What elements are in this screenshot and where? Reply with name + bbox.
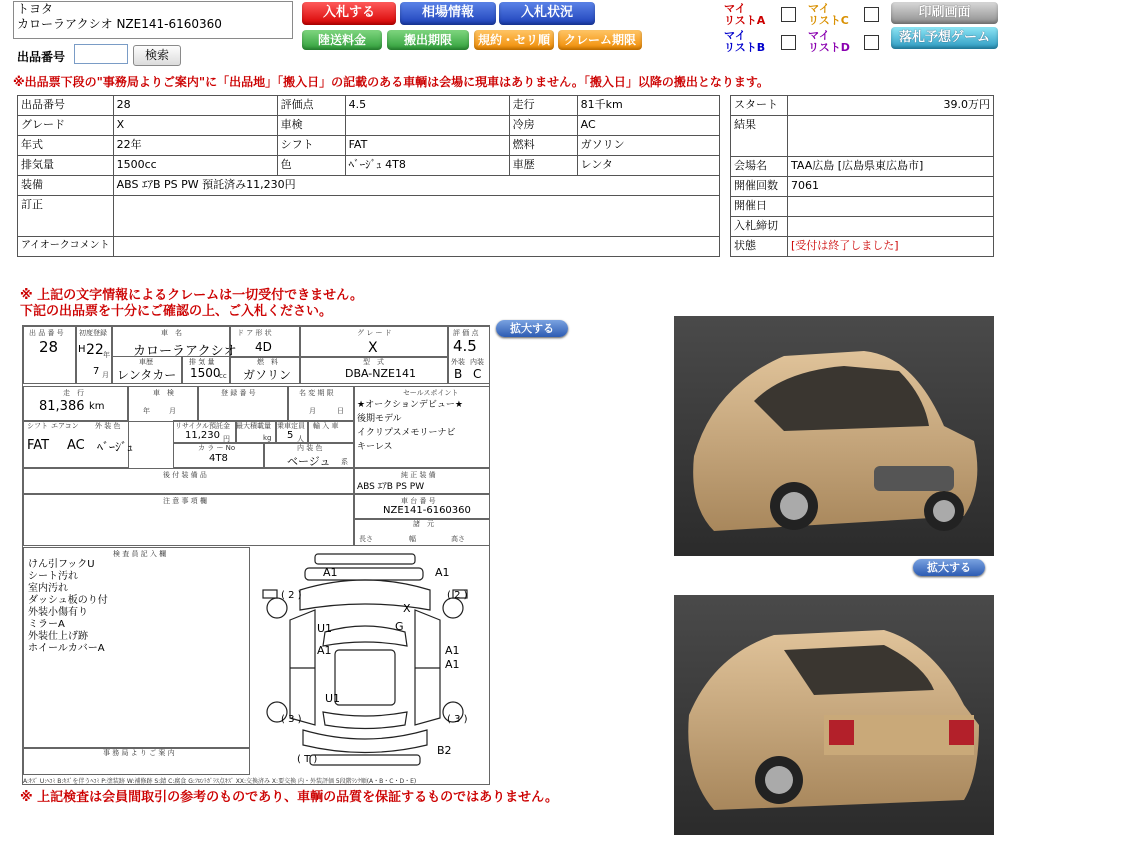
correction-label: 訂正 [18,196,114,237]
inspection-label: 車検 [277,116,345,136]
lot-number-label: 出品番号 [17,50,66,64]
front-grille-outline [315,554,415,564]
sheet-intcolor: ベージュ [287,455,331,468]
mark-a1-left: A1 [317,644,332,657]
sheet-sales-item: ★オークションデビュー★ [357,400,463,410]
sheet-ac-header: エアコン [51,422,79,430]
sheet-inspector-note: ダッシュ板のり付 [28,595,108,606]
history-label: 車歴 [509,156,577,176]
my-list-a-label: マイ リストA [724,2,766,27]
car-photo-rear-image [674,595,994,835]
my-list-d-label: マイ リストD [808,29,850,54]
sheet-int-grade: C [473,367,482,381]
sheet-name-header: 車 名 [161,329,182,337]
sheet-disp: 1500 [190,366,221,380]
sheet-disp-header: 排 気 量 [189,358,215,366]
shift-label: シフト [277,136,345,156]
sheet-lot-value: 28 [39,338,59,356]
status-label: 状態 [731,237,788,257]
mileage-value: 81千km [577,96,719,116]
car-photo-rear[interactable] [674,595,994,835]
sheet-grade-header: グ レ ー ド [357,329,392,337]
carry-out-deadline-button[interactable]: 搬出期限 [387,30,469,50]
result-value [788,116,994,157]
sheet-inspector-note: ホイールカバーA [28,643,105,654]
deadline-value [788,217,994,237]
sheet-fuel-header: 燃 料 [257,358,278,366]
sheet-legend: A:ｷｽﾞ U:ﾍｺﾐ B:ｷｽﾞを伴うﾍｺﾐ P:塗装跡 W:補修跡 S:錆 C:腐食 G:ﾌﾛﾝﾄｶﾞﾗｽ点ｷｽﾞ XX:交換済み X:要交換 内・外装評価 5段階ﾗﾝｸ順(A・B・C・D・E) [23,778,417,785]
my-list-a-checkbox[interactable] [781,7,796,22]
sheet-inspector-note: 室内汚れ [28,583,68,594]
my-list-b-label: マイ リストB [724,29,766,54]
sheet-shift-header: シフト [27,422,48,430]
equipment-label: 装備 [18,176,114,196]
notice-location: ※出品票下段の"事務局よりご案内"に「出品地」「搬入日」の記載のある車輌は会場に現車はありません。「搬入日」以降の搬出となります。 [13,75,769,89]
mark-a1-right-2: A1 [445,658,460,671]
sheet-inspector-note: けん引フックU [28,559,95,570]
sheet-after-header: 後 付 装 備 品 [163,471,207,479]
market-info-button[interactable]: 相場情報 [400,2,496,25]
sheet-lot-header: 出 品 番 号 [29,329,64,337]
notice-inspection: ※ 上記検査は会員間取引の参考のものであり、車輌の品質を保証するものではありません。 [20,790,558,805]
sheet-office-header: 事 務 局 よ り ご 案 内 [103,749,175,757]
sheet-genuine: ABS ｴｱB PS PW [357,482,425,492]
sheet-dims-header: 諸 元 [413,520,434,528]
sheet-mileage-header: 走 行 [63,389,84,397]
rules-button[interactable]: 規約・セリ順 [474,30,554,50]
sheet-regnum-header: 登 録 番 号 [221,389,256,397]
mark-3-right: ( 3 ) [447,714,468,725]
sheet-colorno: 4T8 [209,453,228,464]
sheet-score: 4.5 [453,337,477,355]
inspection-value [345,116,509,136]
grade-value: X [113,116,277,136]
aircon-value: AC [577,116,719,136]
model-line: カローラアクシオ NZE141-6160360 [17,17,222,31]
sheet-month-unit: 月 [102,371,109,379]
lot-number-input[interactable] [74,44,128,64]
sheet-inspect-header: 車 検 [153,389,174,397]
trunk-outline [303,730,427,753]
lot-no-label: 出品番号 [18,96,114,116]
vehicle-title-box [13,1,293,39]
mark-u1-body: U1 [325,692,341,705]
rear-window-outline [323,712,407,729]
sheet-notes-header: 注 意 事 項 欄 [163,497,207,505]
date-value [788,197,994,217]
sheet-color-header: 外 装 色 [95,422,121,430]
sheet-ext-header: 外装 [451,358,465,366]
print-screen-button[interactable]: 印刷画面 [891,2,998,24]
mark-a1-front-right: A1 [435,566,450,579]
roof-outline [335,650,395,705]
rear-bumper-outline [310,755,420,765]
sheet-mileage: 81,386 [39,399,85,414]
sheet-capacity-unit: 人 [297,435,304,443]
sheet-recycle-header: リサイクル預託金 [175,422,231,430]
sheet-mileage-unit: km [89,401,105,412]
sheet-ext-grade: B [454,367,463,381]
sheet-capacity-header: 乗車定員 [277,422,305,430]
comment-value [113,237,719,257]
zoom-photo-button[interactable]: 拡大する [913,559,985,576]
sheet-sales-list [357,398,463,454]
session-value: 7061 [788,177,994,197]
score-label: 評価点 [277,96,345,116]
sheet-color: ﾍﾞｰｼﾞｭ [97,440,134,454]
mark-b2: B2 [437,744,452,757]
mark-a1-right-1: A1 [445,644,460,657]
sheet-sales-item: キーレス [357,442,393,452]
history-value: レンタ [577,156,719,176]
sheet-intcolor-unit: 系 [341,458,348,466]
search-button[interactable]: 検索 [133,45,181,66]
sheet-namechange-day: 日 [337,407,344,415]
mark-2-left: ( 2 ) [281,590,302,601]
sheet-disp-unit: cc [219,372,227,380]
car-photo-front[interactable] [674,316,994,556]
sheet-load-header: 最大積載量 [236,422,271,430]
sheet-inspector-notes [28,559,108,655]
sheet-inspector-header: 検 査 員 記 入 欄 [113,550,167,558]
sheet-recycle: 11,230 [185,430,220,441]
mark-t: ( T ) [297,754,318,765]
sheet-era: H [78,344,86,355]
car-damage-diagram [255,550,485,768]
start-price-value: 39.0万円 [788,96,994,116]
my-list-b-checkbox[interactable] [781,35,796,50]
mirror-left [263,590,277,598]
sheet-type-header: 車歴 [139,358,153,366]
start-price-label: スタート [731,96,788,116]
mark-g: G [395,620,404,633]
sheet-inspect-month: 月 [169,407,176,415]
sheet-door-header: ド ア 形 状 [237,329,272,337]
maker-name: トヨタ [17,2,54,16]
lot-no-value: 28 [113,96,277,116]
sheet-sales-item: 後期モデル [357,414,402,424]
zoom-sheet-button[interactable]: 拡大する [496,320,568,337]
fuel-value: ガソリン [577,136,719,156]
my-list-d-checkbox[interactable] [864,35,879,50]
sheet-inspector-note: 外装仕上げ跡 [28,631,88,642]
sheet-fuel: ガソリン [243,368,292,382]
sheet-inspector-note: ミラーA [28,619,65,630]
fuel-label: 燃料 [509,136,577,156]
sheet-reg-header: 初度登録 [79,329,107,337]
my-list-c-label: マイ リストC [808,2,849,27]
sheet-import-header: 輸 入 車 [313,422,339,430]
sheet-model: DBA-NZE141 [345,367,416,380]
sheet-load-unit: kg [263,434,272,442]
mark-u1-left: U1 [317,622,333,635]
correction-value [113,196,719,237]
auction-table [730,95,994,257]
equipment-value: ABS ｴｱB PS PW 預託済み11,230円 [113,176,719,196]
shift-value: FAT [345,136,509,156]
sheet-shift: FAT [27,438,50,453]
sheet-car-name: カローラアクシオ [133,344,237,359]
sheet-capacity: 5 [287,430,294,441]
mark-3-left: ( 3 ) [281,714,302,725]
sheet-chassis: NZE141-6160360 [383,505,471,516]
sheet-model-header: 型 式 [363,358,384,366]
sheet-door: 4D [255,340,272,354]
bid-status-button[interactable]: 入札状況 [499,2,595,25]
sheet-score-header: 評 価 点 [453,329,479,337]
notice-claim-1: ※ 上記の文字情報によるクレームは一切受付できません。 [20,288,363,303]
year-value: 22年 [113,136,277,156]
color-value: ﾍﾞｰｼﾞｭ 4T8 [345,156,509,176]
sheet-grade: X [368,340,378,356]
color-label: 色 [277,156,345,176]
comment-label: アイオークコメント [18,237,114,257]
sheet-year-unit: 年 [103,351,110,359]
mark-x: X [403,602,411,615]
sheet-namechange-month: 月 [309,407,316,415]
auction-sheet[interactable] [22,325,490,785]
sheet-month: 7 [93,366,100,377]
venue-value: TAA広島 [広島県東広島市] [788,157,994,177]
car-photo-front-image [674,316,994,556]
sheet-intcolor-header: 内 装 色 [297,444,323,452]
spec-table [17,95,720,257]
year-label: 年式 [18,136,114,156]
sheet-genuine-header: 純 正 装 備 [401,471,436,479]
sheet-ac: AC [67,438,85,453]
result-label: 結果 [731,116,788,157]
displacement-value: 1500cc [113,156,277,176]
sheet-chassis-header: 車 台 番 号 [401,497,436,505]
date-label: 開催日 [731,197,788,217]
mark-a1-front-left: A1 [323,566,338,579]
sheet-dims-width: 幅 [409,535,416,543]
sheet-inspector-note: シート汚れ [28,571,78,582]
sheet-inspector-note: 外装小傷有り [28,607,88,618]
sheet-dims-length: 長さ [359,535,373,543]
sheet-int-header: 内装 [470,358,484,366]
status-value: [受付は終了しました] [788,237,994,257]
sheet-sales-item: イクリプスメモリーナビ [357,428,456,438]
mark-2-right: ( 2 ) [447,590,468,601]
sheet-year: 22 [86,342,104,358]
bid-button[interactable]: 入札する [302,2,396,25]
deadline-label: 入札締切 [731,217,788,237]
sheet-dims-height: 高さ [451,535,465,543]
wheel-front-right [443,598,463,618]
venue-label: 会場名 [731,157,788,177]
sheet-namechange-header: 名 変 期 限 [299,389,334,397]
sheet-inspect-year: 年 [143,407,150,415]
sheet-type: レンタカー [117,368,177,382]
session-label: 開催回数 [731,177,788,197]
transport-fee-button[interactable]: 陸送料金 [302,30,382,50]
bid-prediction-game-button[interactable]: 落札予想ゲーム [891,27,998,49]
grade-label: グレード [18,116,114,136]
score-value: 4.5 [345,96,509,116]
aircon-label: 冷房 [509,116,577,136]
displacement-label: 排気量 [18,156,114,176]
sheet-recycle-unit: 円 [223,435,230,443]
claim-deadline-button[interactable]: クレーム期限 [558,30,642,50]
sheet-sales-header: セールスポイント [403,389,459,397]
wheel-front-left [267,598,287,618]
mileage-label: 走行 [509,96,577,116]
my-list-c-checkbox[interactable] [864,7,879,22]
notice-claim-2: 下記の出品票を十分にご確認の上、ご入札ください。 [20,304,333,319]
sheet-colorno-header: カ ラ ー No [198,444,236,452]
